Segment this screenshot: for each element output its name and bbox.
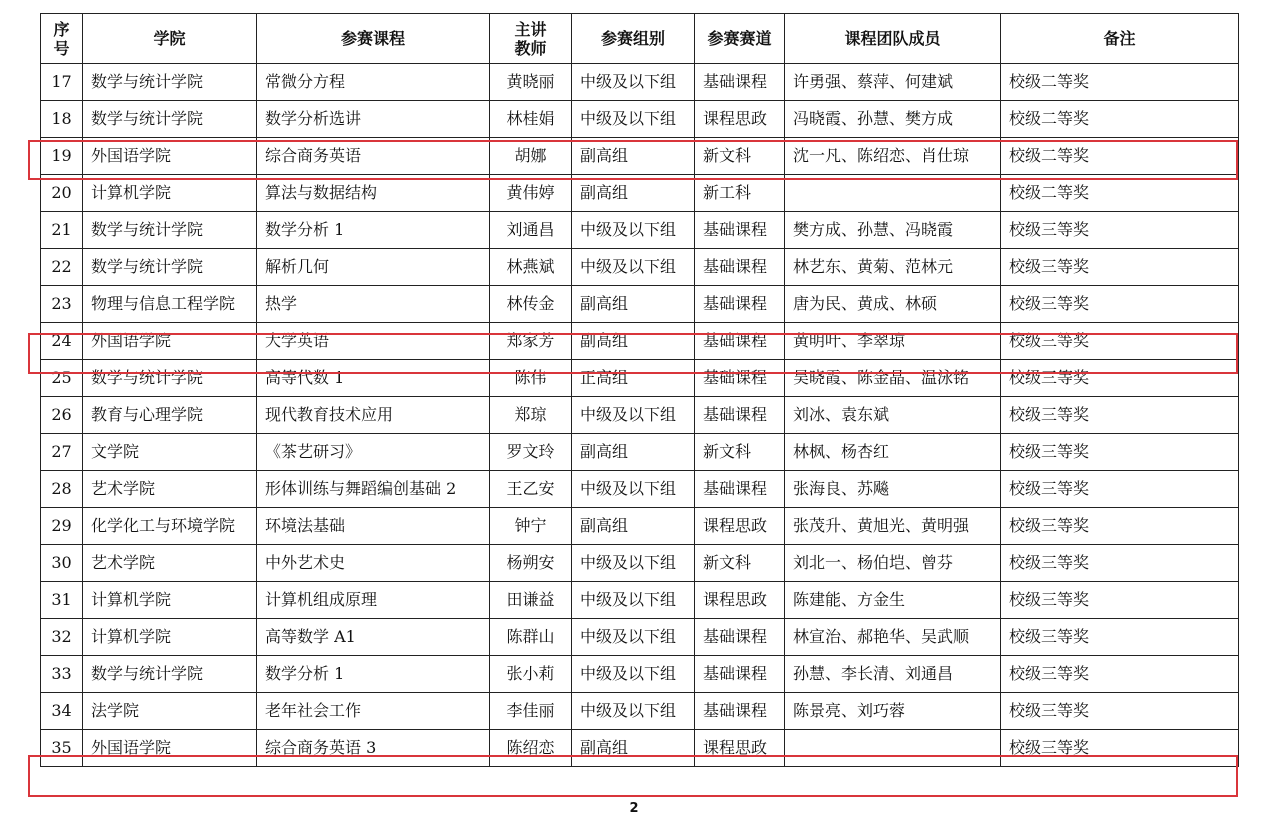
college-cell: 数学与统计学院 <box>83 64 257 101</box>
college-cell: 外国语学院 <box>83 138 257 175</box>
track-cell: 基础课程 <box>695 286 785 323</box>
college-cell: 数学与统计学院 <box>83 212 257 249</box>
table-row <box>41 286 1239 323</box>
course-cell: 综合商务英语 3 <box>257 730 490 767</box>
index-cell: 27 <box>41 434 83 471</box>
track-header: 参赛赛道 <box>695 14 785 64</box>
team-members-cell: 林枫、杨杏红 <box>785 434 1001 471</box>
index-cell: 31 <box>41 582 83 619</box>
table-row <box>41 693 1239 730</box>
team-members-cell: 刘冰、袁东斌 <box>785 397 1001 434</box>
index-cell: 24 <box>41 323 83 360</box>
lecturer-cell: 黄晓丽 <box>490 64 572 101</box>
group-cell: 正高组 <box>572 360 695 397</box>
remarks-cell: 校级二等奖 <box>1001 138 1239 175</box>
team-members-cell <box>785 175 1001 212</box>
track-cell: 基础课程 <box>695 360 785 397</box>
lecturer-header: 主讲 教师 <box>490 14 572 64</box>
table-row <box>41 64 1239 101</box>
remarks-cell: 校级三等奖 <box>1001 249 1239 286</box>
lecturer-cell: 陈绍恋 <box>490 730 572 767</box>
college-cell: 数学与统计学院 <box>83 360 257 397</box>
table-row <box>41 582 1239 619</box>
track-cell: 基础课程 <box>695 619 785 656</box>
group-cell: 副高组 <box>572 323 695 360</box>
course-cell: 《茶艺研习》 <box>257 434 490 471</box>
table-row <box>41 730 1239 767</box>
track-cell: 课程思政 <box>695 582 785 619</box>
course-cell: 高等代数 1 <box>257 360 490 397</box>
table-row <box>41 619 1239 656</box>
remarks-header: 备注 <box>1001 14 1239 64</box>
track-cell: 新文科 <box>695 434 785 471</box>
group-cell: 副高组 <box>572 286 695 323</box>
group-header: 参赛组别 <box>572 14 695 64</box>
team-members-cell: 刘北一、杨伯垲、曾芬 <box>785 545 1001 582</box>
table-row <box>41 656 1239 693</box>
college-cell: 艺术学院 <box>83 545 257 582</box>
team-members-cell: 冯晓霞、孙慧、樊方成 <box>785 101 1001 138</box>
college-cell: 外国语学院 <box>83 323 257 360</box>
lecturer-cell: 陈群山 <box>490 619 572 656</box>
group-cell: 中级及以下组 <box>572 397 695 434</box>
team-members-cell: 陈景亮、刘巧蓉 <box>785 693 1001 730</box>
lecturer-cell: 郑家芳 <box>490 323 572 360</box>
college-cell: 外国语学院 <box>83 730 257 767</box>
group-cell: 中级及以下组 <box>572 656 695 693</box>
college-cell: 数学与统计学院 <box>83 101 257 138</box>
lecturer-cell: 王乙安 <box>490 471 572 508</box>
index-cell: 21 <box>41 212 83 249</box>
lecturer-cell: 林桂娟 <box>490 101 572 138</box>
group-cell: 中级及以下组 <box>572 212 695 249</box>
group-cell: 副高组 <box>572 508 695 545</box>
lecturer-cell: 罗文玲 <box>490 434 572 471</box>
remarks-cell: 校级二等奖 <box>1001 175 1239 212</box>
team-members-header: 课程团队成员 <box>785 14 1001 64</box>
table-row <box>41 249 1239 286</box>
team-members-cell <box>785 730 1001 767</box>
remarks-cell: 校级三等奖 <box>1001 323 1239 360</box>
lecturer-cell: 钟宁 <box>490 508 572 545</box>
group-cell: 副高组 <box>572 434 695 471</box>
team-members-cell: 许勇强、蔡萍、何建斌 <box>785 64 1001 101</box>
remarks-cell: 校级三等奖 <box>1001 286 1239 323</box>
lecturer-cell: 黄伟婷 <box>490 175 572 212</box>
table-row <box>41 434 1239 471</box>
remarks-cell: 校级二等奖 <box>1001 101 1239 138</box>
course-cell: 解析几何 <box>257 249 490 286</box>
index-cell: 22 <box>41 249 83 286</box>
college-cell: 数学与统计学院 <box>83 249 257 286</box>
college-cell: 数学与统计学院 <box>83 656 257 693</box>
team-members-cell: 黄明叶、李翠琼 <box>785 323 1001 360</box>
track-cell: 基础课程 <box>695 397 785 434</box>
remarks-cell: 校级三等奖 <box>1001 582 1239 619</box>
college-cell: 法学院 <box>83 693 257 730</box>
team-members-cell: 张海良、苏飚 <box>785 471 1001 508</box>
group-cell: 中级及以下组 <box>572 619 695 656</box>
table-row <box>41 138 1239 175</box>
index-cell: 23 <box>41 286 83 323</box>
index-cell: 33 <box>41 656 83 693</box>
course-cell: 形体训练与舞蹈编创基础 2 <box>257 471 490 508</box>
track-cell: 基础课程 <box>695 212 785 249</box>
track-cell: 基础课程 <box>695 471 785 508</box>
team-members-cell: 林艺东、黄菊、范林元 <box>785 249 1001 286</box>
course-cell: 计算机组成原理 <box>257 582 490 619</box>
track-cell: 基础课程 <box>695 656 785 693</box>
course-cell: 数学分析 1 <box>257 212 490 249</box>
group-cell: 中级及以下组 <box>572 249 695 286</box>
lecturer-cell: 林传金 <box>490 286 572 323</box>
table-row <box>41 212 1239 249</box>
lecturer-cell: 杨朔安 <box>490 545 572 582</box>
team-members-cell: 沈一凡、陈绍恋、肖仕琼 <box>785 138 1001 175</box>
team-members-cell: 樊方成、孙慧、冯晓霞 <box>785 212 1001 249</box>
index-header: 序 号 <box>41 14 83 64</box>
group-cell: 副高组 <box>572 175 695 212</box>
group-cell: 中级及以下组 <box>572 582 695 619</box>
course-cell: 现代教育技术应用 <box>257 397 490 434</box>
lecturer-cell: 胡娜 <box>490 138 572 175</box>
lecturer-cell: 郑琼 <box>490 397 572 434</box>
team-members-cell: 孙慧、李长清、刘通昌 <box>785 656 1001 693</box>
table-row <box>41 397 1239 434</box>
group-cell: 中级及以下组 <box>572 471 695 508</box>
table-row <box>41 545 1239 582</box>
track-cell: 基础课程 <box>695 693 785 730</box>
team-members-cell: 陈建能、方金生 <box>785 582 1001 619</box>
table-row <box>41 360 1239 397</box>
award-table <box>40 13 1239 767</box>
group-cell: 中级及以下组 <box>572 101 695 138</box>
group-cell: 副高组 <box>572 730 695 767</box>
course-cell: 大学英语 <box>257 323 490 360</box>
table-body <box>41 64 1239 767</box>
lecturer-cell: 林燕斌 <box>490 249 572 286</box>
remarks-cell: 校级三等奖 <box>1001 693 1239 730</box>
index-cell: 25 <box>41 360 83 397</box>
track-cell: 课程思政 <box>695 730 785 767</box>
remarks-cell: 校级三等奖 <box>1001 212 1239 249</box>
group-cell: 中级及以下组 <box>572 693 695 730</box>
remarks-cell: 校级三等奖 <box>1001 656 1239 693</box>
group-cell: 中级及以下组 <box>572 64 695 101</box>
remarks-cell: 校级三等奖 <box>1001 360 1239 397</box>
track-cell: 基础课程 <box>695 249 785 286</box>
course-cell: 数学分析 1 <box>257 656 490 693</box>
team-members-cell: 张茂升、黄旭光、黄明强 <box>785 508 1001 545</box>
lecturer-cell: 李佳丽 <box>490 693 572 730</box>
track-cell: 基础课程 <box>695 323 785 360</box>
remarks-cell: 校级三等奖 <box>1001 434 1239 471</box>
index-cell: 28 <box>41 471 83 508</box>
track-cell: 新文科 <box>695 138 785 175</box>
course-header: 参赛课程 <box>257 14 490 64</box>
remarks-cell: 校级三等奖 <box>1001 545 1239 582</box>
remarks-cell: 校级三等奖 <box>1001 471 1239 508</box>
college-cell: 计算机学院 <box>83 619 257 656</box>
table-row <box>41 471 1239 508</box>
track-cell: 基础课程 <box>695 64 785 101</box>
remarks-cell: 校级二等奖 <box>1001 64 1239 101</box>
remarks-cell: 校级三等奖 <box>1001 730 1239 767</box>
table-row <box>41 323 1239 360</box>
course-cell: 综合商务英语 <box>257 138 490 175</box>
track-cell: 课程思政 <box>695 101 785 138</box>
college-cell: 教育与心理学院 <box>83 397 257 434</box>
course-cell: 热学 <box>257 286 490 323</box>
track-cell: 新工科 <box>695 175 785 212</box>
table-row <box>41 101 1239 138</box>
lecturer-cell: 刘通昌 <box>490 212 572 249</box>
index-cell: 26 <box>41 397 83 434</box>
college-cell: 化学化工与环境学院 <box>83 508 257 545</box>
course-cell: 高等数学 A1 <box>257 619 490 656</box>
team-members-cell: 唐为民、黄成、林硕 <box>785 286 1001 323</box>
lecturer-cell: 张小莉 <box>490 656 572 693</box>
team-members-cell: 吴晓霞、陈金晶、温泳铭 <box>785 360 1001 397</box>
page-number: 2 <box>629 801 639 816</box>
team-members-cell: 林宣治、郝艳华、吴武顺 <box>785 619 1001 656</box>
track-cell: 新文科 <box>695 545 785 582</box>
index-cell: 17 <box>41 64 83 101</box>
college-cell: 文学院 <box>83 434 257 471</box>
group-cell: 中级及以下组 <box>572 545 695 582</box>
index-cell: 19 <box>41 138 83 175</box>
college-header: 学院 <box>83 14 257 64</box>
remarks-cell: 校级三等奖 <box>1001 397 1239 434</box>
lecturer-cell: 陈伟 <box>490 360 572 397</box>
course-cell: 数学分析选讲 <box>257 101 490 138</box>
course-cell: 环境法基础 <box>257 508 490 545</box>
college-cell: 计算机学院 <box>83 582 257 619</box>
index-cell: 29 <box>41 508 83 545</box>
college-cell: 艺术学院 <box>83 471 257 508</box>
index-cell: 20 <box>41 175 83 212</box>
group-cell: 副高组 <box>572 138 695 175</box>
college-cell: 计算机学院 <box>83 175 257 212</box>
course-cell: 常微分方程 <box>257 64 490 101</box>
table-header-row <box>41 14 1239 64</box>
remarks-cell: 校级三等奖 <box>1001 508 1239 545</box>
college-cell: 物理与信息工程学院 <box>83 286 257 323</box>
course-cell: 老年社会工作 <box>257 693 490 730</box>
table-row <box>41 508 1239 545</box>
course-cell: 算法与数据结构 <box>257 175 490 212</box>
index-cell: 18 <box>41 101 83 138</box>
index-cell: 34 <box>41 693 83 730</box>
table-row <box>41 175 1239 212</box>
index-cell: 30 <box>41 545 83 582</box>
track-cell: 课程思政 <box>695 508 785 545</box>
index-cell: 35 <box>41 730 83 767</box>
index-cell: 32 <box>41 619 83 656</box>
lecturer-cell: 田谦益 <box>490 582 572 619</box>
course-cell: 中外艺术史 <box>257 545 490 582</box>
remarks-cell: 校级三等奖 <box>1001 619 1239 656</box>
